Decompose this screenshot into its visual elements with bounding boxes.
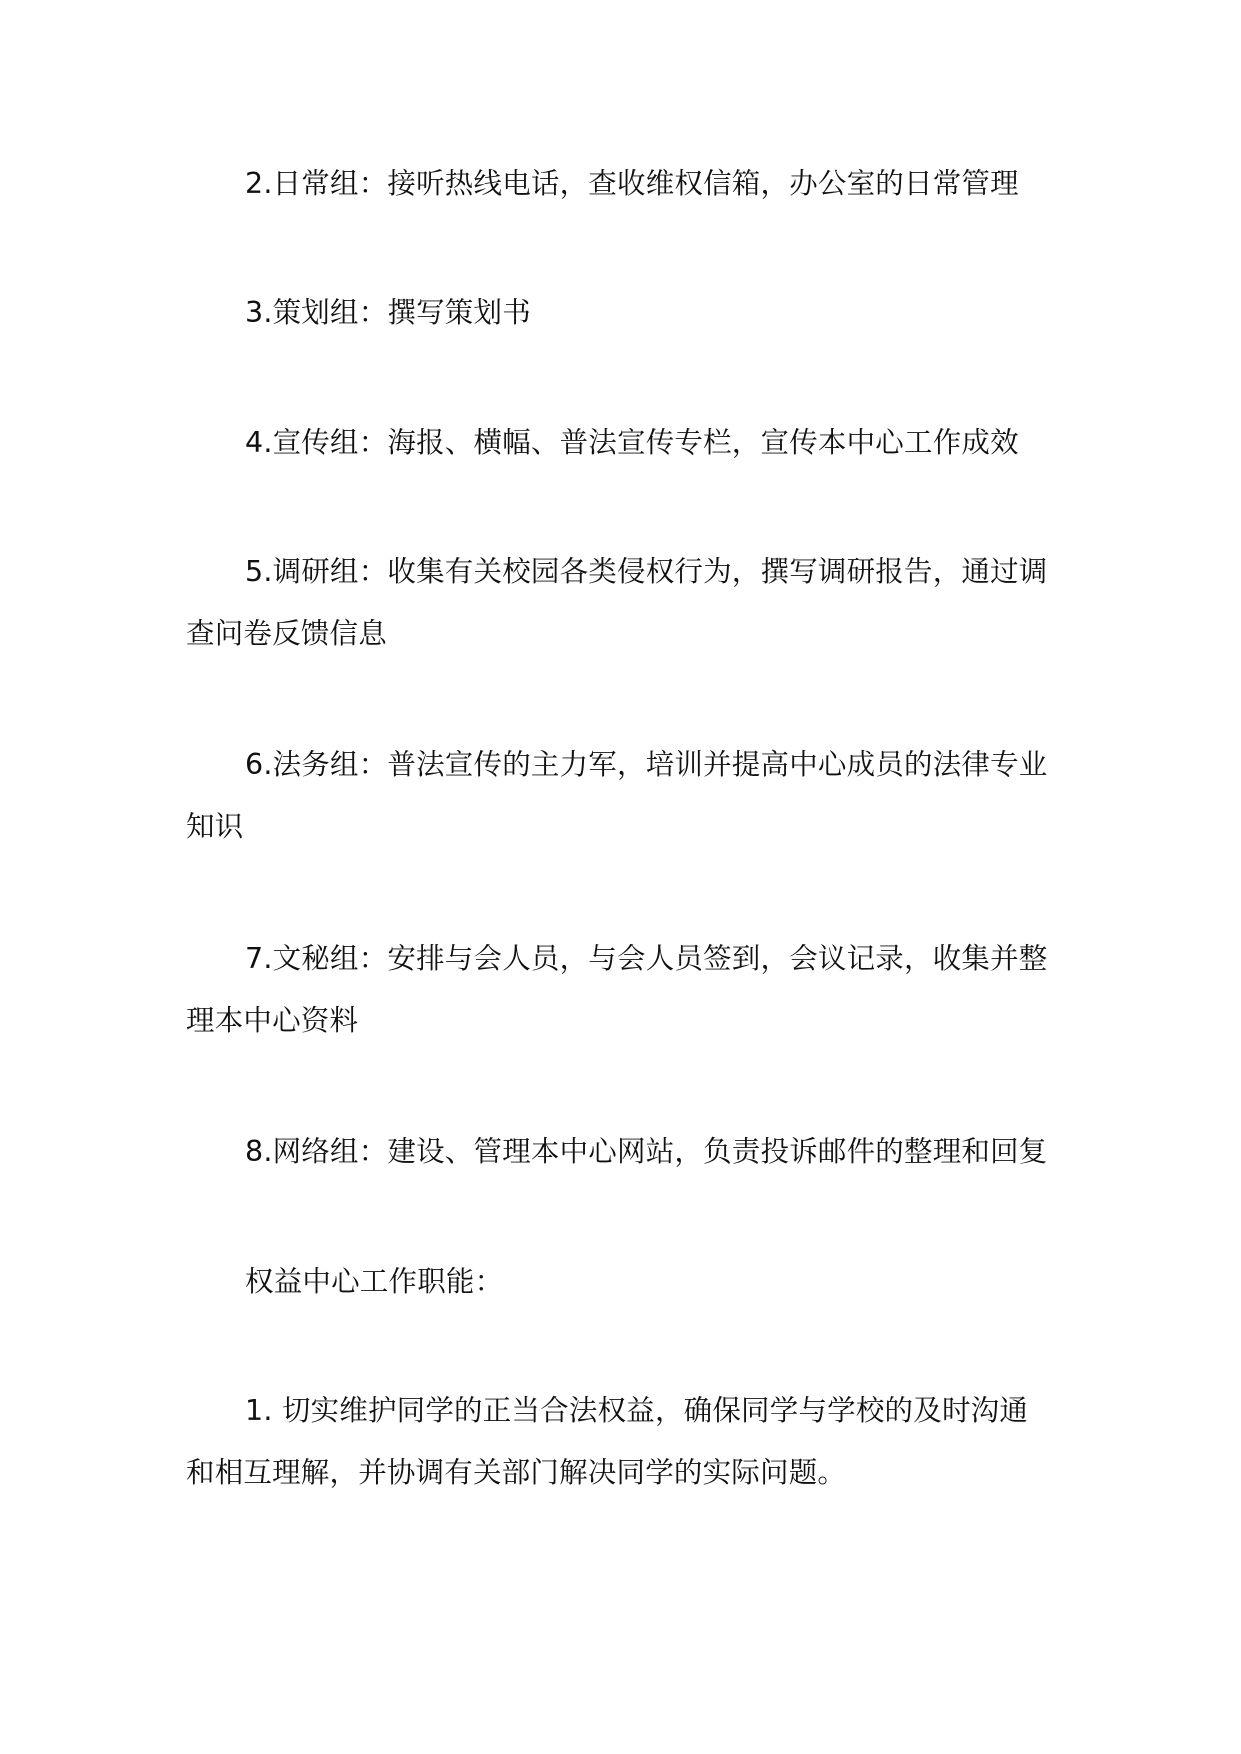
paragraph-research-group: 5.调研组：收集有关校园各类侵权行为，撰写调研报告，通过调查问卷反馈信息 — [186, 555, 1048, 650]
paragraph-network-group: 8.网络组：建设、管理本中心网站，负责投诉邮件的整理和回复 — [245, 1135, 1048, 1168]
paragraph-function-1: 1. 切实维护同学的正当合法权益，确保同学与学校的及时沟通和相互理解，并协调有关部门解决同学的实际问题。 — [186, 1394, 1029, 1489]
paragraph-secretary-group: 7.文秘组：安排与会人员，与会人员签到，会议记录，收集并整理本中心资料 — [186, 942, 1048, 1037]
paragraph-publicity-group: 4.宣传组：海报、横幅、普法宣传专栏，宣传本中心工作成效 — [245, 426, 1019, 459]
section-heading-functions: 权益中心工作职能： — [245, 1265, 504, 1298]
paragraph-daily-group: 2.日常组：接听热线电话，查收维权信箱，办公室的日常管理 — [245, 167, 1019, 200]
paragraph-legal-group: 6.法务组：普法宣传的主力军，培训并提高中心成员的法律专业知识 — [186, 748, 1048, 843]
paragraph-planning-group: 3.策划组：撰写策划书 — [245, 296, 531, 329]
